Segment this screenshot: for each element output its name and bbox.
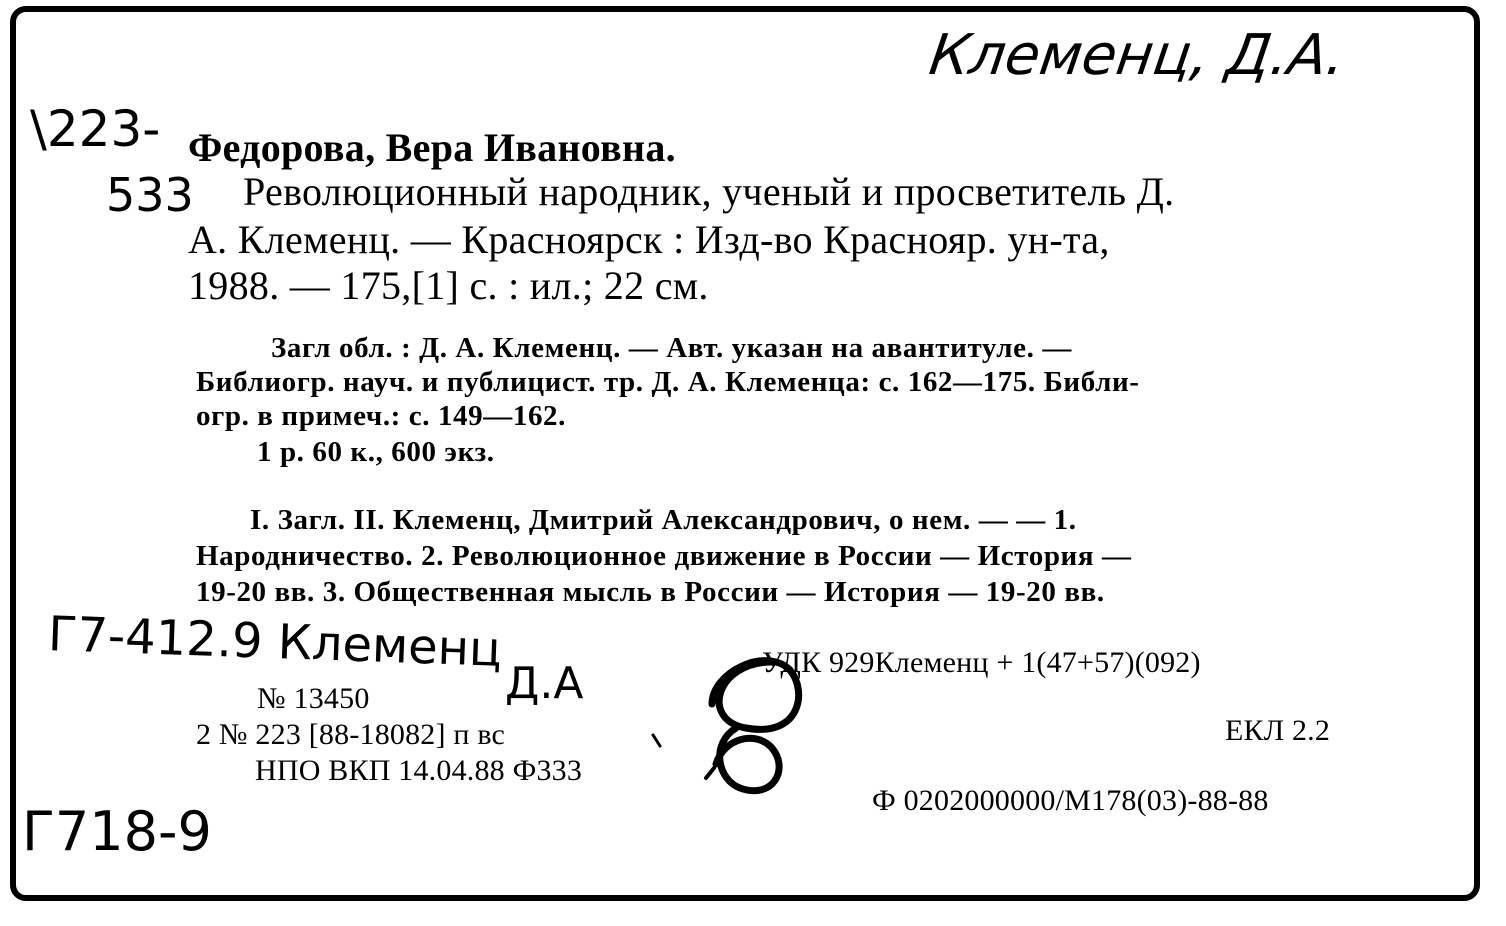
handwritten-inventory-code: Г718-9: [22, 800, 212, 863]
title-line-3: 1988. — 175,[1] с. : ил.; 22 см.: [188, 263, 709, 308]
printer-line: НПО ВКП 14.04.88 Ф333: [255, 754, 583, 787]
ekl-code: ЕКЛ 2.2: [1225, 714, 1331, 747]
handwritten-initials: Д.А: [505, 658, 584, 709]
tracing-line-3: 19-20 вв. 3. Общественная мысль в России — История — 19-20 вв.: [196, 576, 1105, 608]
title-line-1: Революционный народник, ученый и просветитель Д.: [243, 169, 1175, 214]
card-number: 2 № 223 [88-18082] п вс: [196, 718, 506, 751]
tracing-line-2: Народничество. 2. Революционное движение в России — История —: [196, 540, 1132, 572]
handwritten-shelf-code-bottom: 533: [106, 168, 194, 222]
note-line-2: Библиогр. науч. и публицист. тр. Д. А. Клеменца: с. 162—175. Библи-: [196, 366, 1140, 398]
handwritten-shelf-code-top: \223-: [30, 100, 161, 158]
accession-number: № 13450: [257, 682, 370, 715]
note-line-1: Загл обл. : Д. А. Клеменц. — Авт. указан на авантитуле. —: [271, 332, 1072, 364]
f-code: Ф 0202000000/М178(03)-88-88: [872, 784, 1269, 817]
title-line-2: А. Клеменц. — Красноярск : Изд-во Краснояр. ун-та,: [188, 217, 1110, 262]
note-line-3: огр. в примеч.: с. 149—162.: [196, 400, 566, 432]
author-heading: Федорова, Вера Ивановна.: [188, 125, 676, 170]
price-line: 1 р. 60 к., 600 экз.: [257, 436, 495, 468]
udk-code: УДК 929Клеменц + 1(47+57)(092): [762, 646, 1201, 679]
tracing-line-1: I. Загл. II. Клеменц, Дмитрий Александрович, о нем. — — 1.: [250, 504, 1077, 536]
handwritten-classification: Г7-412.9 Клеменц: [47, 606, 503, 678]
handwritten-author-name: Клеменц, Д.А.: [925, 23, 1350, 88]
